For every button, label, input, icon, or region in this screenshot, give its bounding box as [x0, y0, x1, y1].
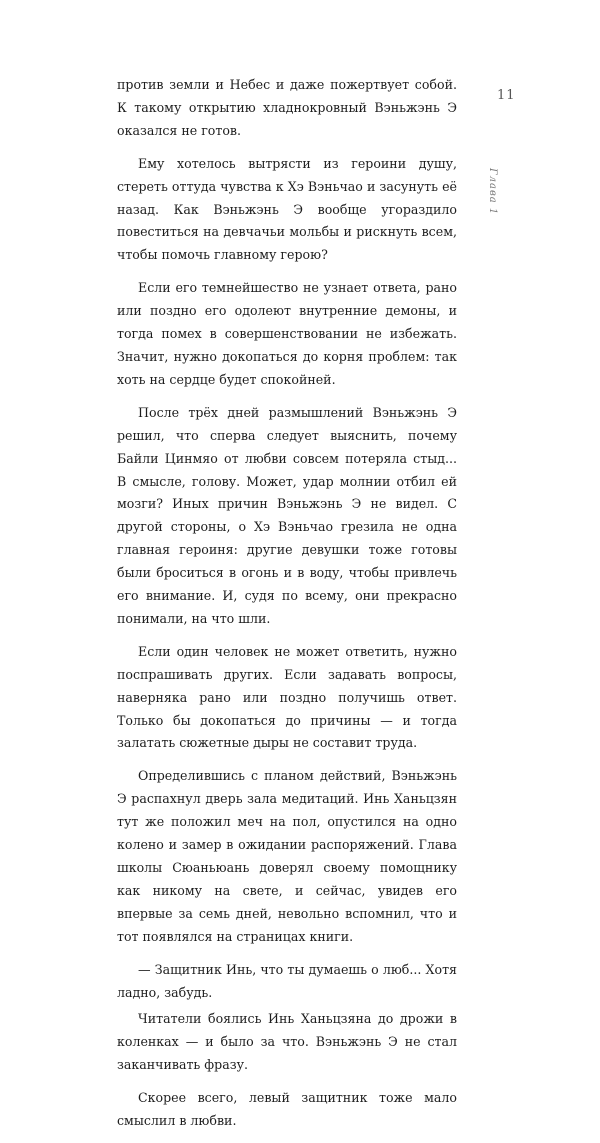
running-head: Глава 1 [487, 168, 498, 216]
paragraph: Скорее всего, левый защитник тоже мало смыслил в любви. [117, 1090, 457, 1129]
dialogue-line: — Защитник Инь, что ты думаешь о люб... Хотя ладно, забудь. [117, 961, 457, 1000]
paragraph: После трёх дней размышлений Вэньжэнь Э решил, что сперва следует выяснить, почему Байли Цинмяо от любви совсем потеряла стыд... В смысле, голову. Может, удар молнии отбил ей мозги? Иных причин Вэньжэнь Э не видел. С другой стороны, о Хэ Вэньчао грезила не одна главная героиня: другие девушки тоже готовы были броситься в огонь и в воду, чтобы привлечь его внимание. И, судя по всему, они прекрасно понимали, на что шли. [117, 404, 457, 626]
paragraph: Читатели боялись Инь Ханьцзяна до дрожи в коленках — и было за что. Вэньжэнь Э не стал заканчивать фразу. [117, 1011, 457, 1073]
paragraph: Если один человек не может ответить, нужно поспрашивать других. Если задавать вопросы, наверняка рано или поздно получишь ответ. Только бы докопаться до причины — и тогда залатать сюжетные дыры не составит труда. [117, 643, 457, 751]
paragraph: Если его темнейшество не узнает ответа, рано или поздно его одолеют внутренние демоны, и тогда помех в совершенствовании не избежать. Значит, нужно докопаться до корня проблем: так хоть на сердце будет спокойней. [117, 280, 457, 387]
paragraph: Ему хотелось вытрясти из героини душу, стереть оттуда чувства к Хэ Вэньчао и засунуть её назад. Как Вэньжэнь Э вообще угораздило повеститься на девчачьи мольбы и рискнуть всем, чтобы помочь главному герою? [117, 155, 457, 263]
page-number: 11 [497, 88, 516, 103]
text-column [117, 74, 457, 1143]
paragraph: Определившись с планом действий, Вэньжэнь Э распахнул дверь зала медитаций. Инь Ханьцзян тут же положил меч на пол, опустился на одно колено и замер в ожидании распоряжений. Глава школы Сюаньюань доверял своему помощнику как никому на свете, и сейчас, увидев его впервые за семь дней, невольно вспомнил, что и тот появлялся на страницах книги. [117, 768, 457, 944]
paragraph-continued: против земли и Небес и даже пожертвует собой. К такому открытию хладнокровный Вэньжэнь Э оказался не готов. [117, 77, 457, 138]
